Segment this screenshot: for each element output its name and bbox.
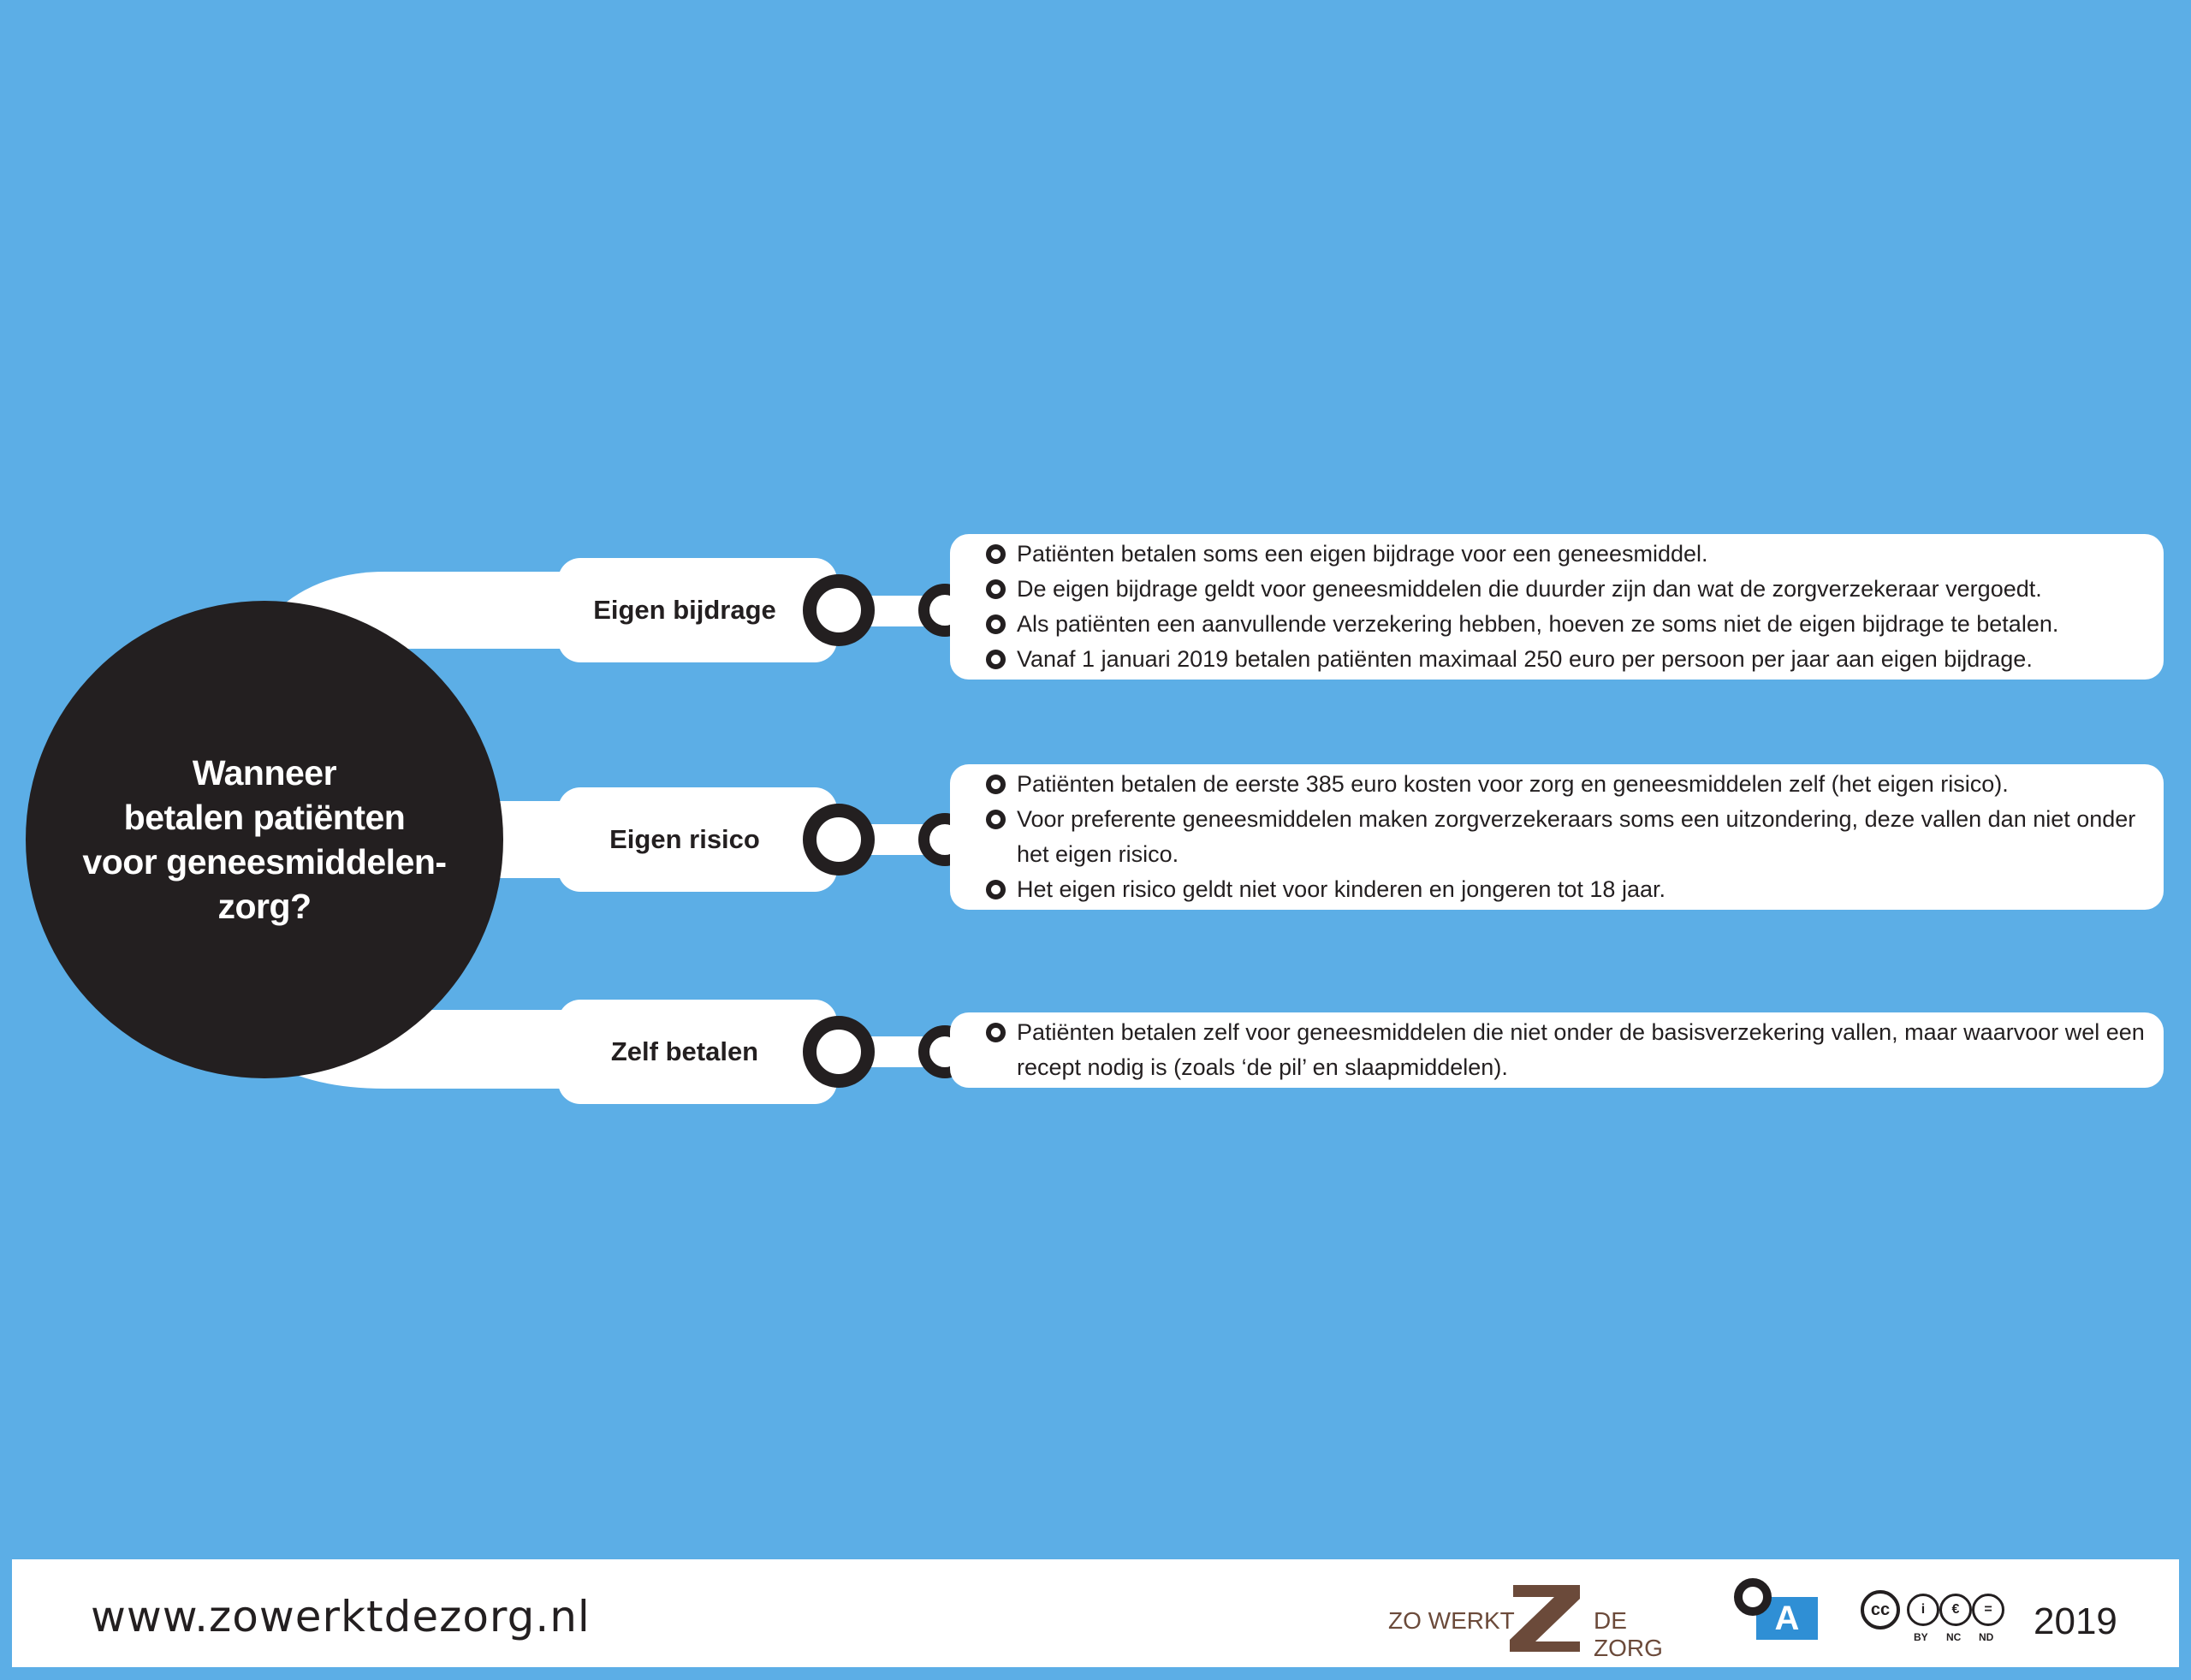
bullet-ring-icon: [986, 544, 1006, 564]
bullet-ring-icon: [986, 579, 1006, 599]
footer-bar: [12, 1559, 2179, 1667]
website-link[interactable]: www.zowerktdezorg.nl: [91, 1592, 591, 1641]
central-question: Wanneer betalen patiënten voor geneesmiddelen- zorg?: [82, 753, 447, 926]
bullet-ring-icon: [986, 614, 1006, 634]
bullet-text: Als patiënten een aanvullende verzekering hebben, hoeven ze soms niet de eigen bijdrage te betalen.: [1017, 611, 2059, 637]
cc-nd-label: ND: [1979, 1631, 1994, 1643]
bullet-item: [1017, 1015, 2146, 1085]
branch-label-eigen-bijdrage: Eigen bijdrage: [558, 558, 837, 662]
branch-node-icon: [803, 1016, 875, 1088]
info-box-zelf-betalen: [950, 1012, 2164, 1088]
year-label: 2019: [2034, 1600, 2117, 1642]
logo-text-left: ZO WERKT: [1388, 1607, 1515, 1634]
central-question-circle: [26, 601, 503, 1078]
branch-node-icon: [803, 804, 875, 876]
logo-text-right: DE ZORG: [1594, 1607, 1663, 1661]
bullet-item: [1017, 642, 2146, 677]
branch-node-icon: [803, 574, 875, 646]
cc-by-icon: i: [1907, 1594, 1939, 1626]
creative-commons-badge: [1861, 1594, 2006, 1650]
bullet-ring-icon: [986, 880, 1006, 899]
bullet-text: De eigen bijdrage geldt voor geneesmiddelen die duurder zijn dan wat de zorgverzekeraar vergoedt.: [1017, 576, 2042, 602]
cc-nc-icon: €: [1939, 1594, 1972, 1626]
a-logo-ring-icon: [1734, 1578, 1772, 1616]
bullet-item: [1017, 872, 2146, 907]
a-logo: [1734, 1578, 1823, 1645]
bullet-text: Voor preferente geneesmiddelen maken zorgverzekeraars soms een uitzondering, deze vallen dan niet onder het eigen risico.: [1017, 806, 2136, 867]
bullet-ring-icon: [986, 1023, 1006, 1042]
info-box-eigen-risico: [950, 764, 2164, 910]
zo-werkt-de-zorg-logo: [1388, 1573, 1696, 1659]
cc-icon: cc: [1861, 1590, 1900, 1630]
bullet-ring-icon: [986, 810, 1006, 829]
bullet-text: Vanaf 1 januari 2019 betalen patiënten maximaal 250 euro per persoon per jaar aan eigen bijdrage.: [1017, 646, 2033, 672]
info-box-eigen-bijdrage: [950, 534, 2164, 680]
bullet-ring-icon: [986, 775, 1006, 794]
bullet-text: Patiënten betalen soms een eigen bijdrage voor een geneesmiddel.: [1017, 541, 1708, 567]
bullet-ring-icon: [986, 650, 1006, 669]
branch-label-zelf-betalen: Zelf betalen: [558, 1000, 837, 1104]
cc-by-label: BY: [1914, 1631, 1928, 1643]
bullet-item: [1017, 767, 2146, 802]
cc-nc-label: NC: [1946, 1631, 1962, 1643]
bullet-item: [1017, 607, 2146, 642]
bullet-item: [1017, 537, 2146, 572]
z-logo-icon: [1501, 1573, 1590, 1659]
a-logo-box: A: [1756, 1597, 1818, 1640]
bullet-text: Patiënten betalen zelf voor geneesmiddelen die niet onder de basisverzekering vallen, maar waarvoor wel een recept nodig is (zoals ‘de pil’ en slaapmiddelen).: [1017, 1019, 2145, 1080]
bullet-item: [1017, 572, 2146, 607]
bullet-item: [1017, 802, 2146, 872]
bullet-text: Het eigen risico geldt niet voor kinderen en jongeren tot 18 jaar.: [1017, 876, 1666, 902]
bullet-text: Patiënten betalen de eerste 385 euro kosten voor zorg en geneesmiddelen zelf (het eigen risico).: [1017, 771, 2009, 797]
cc-nd-icon: =: [1972, 1594, 2004, 1626]
branch-label-eigen-risico: Eigen risico: [558, 787, 837, 892]
